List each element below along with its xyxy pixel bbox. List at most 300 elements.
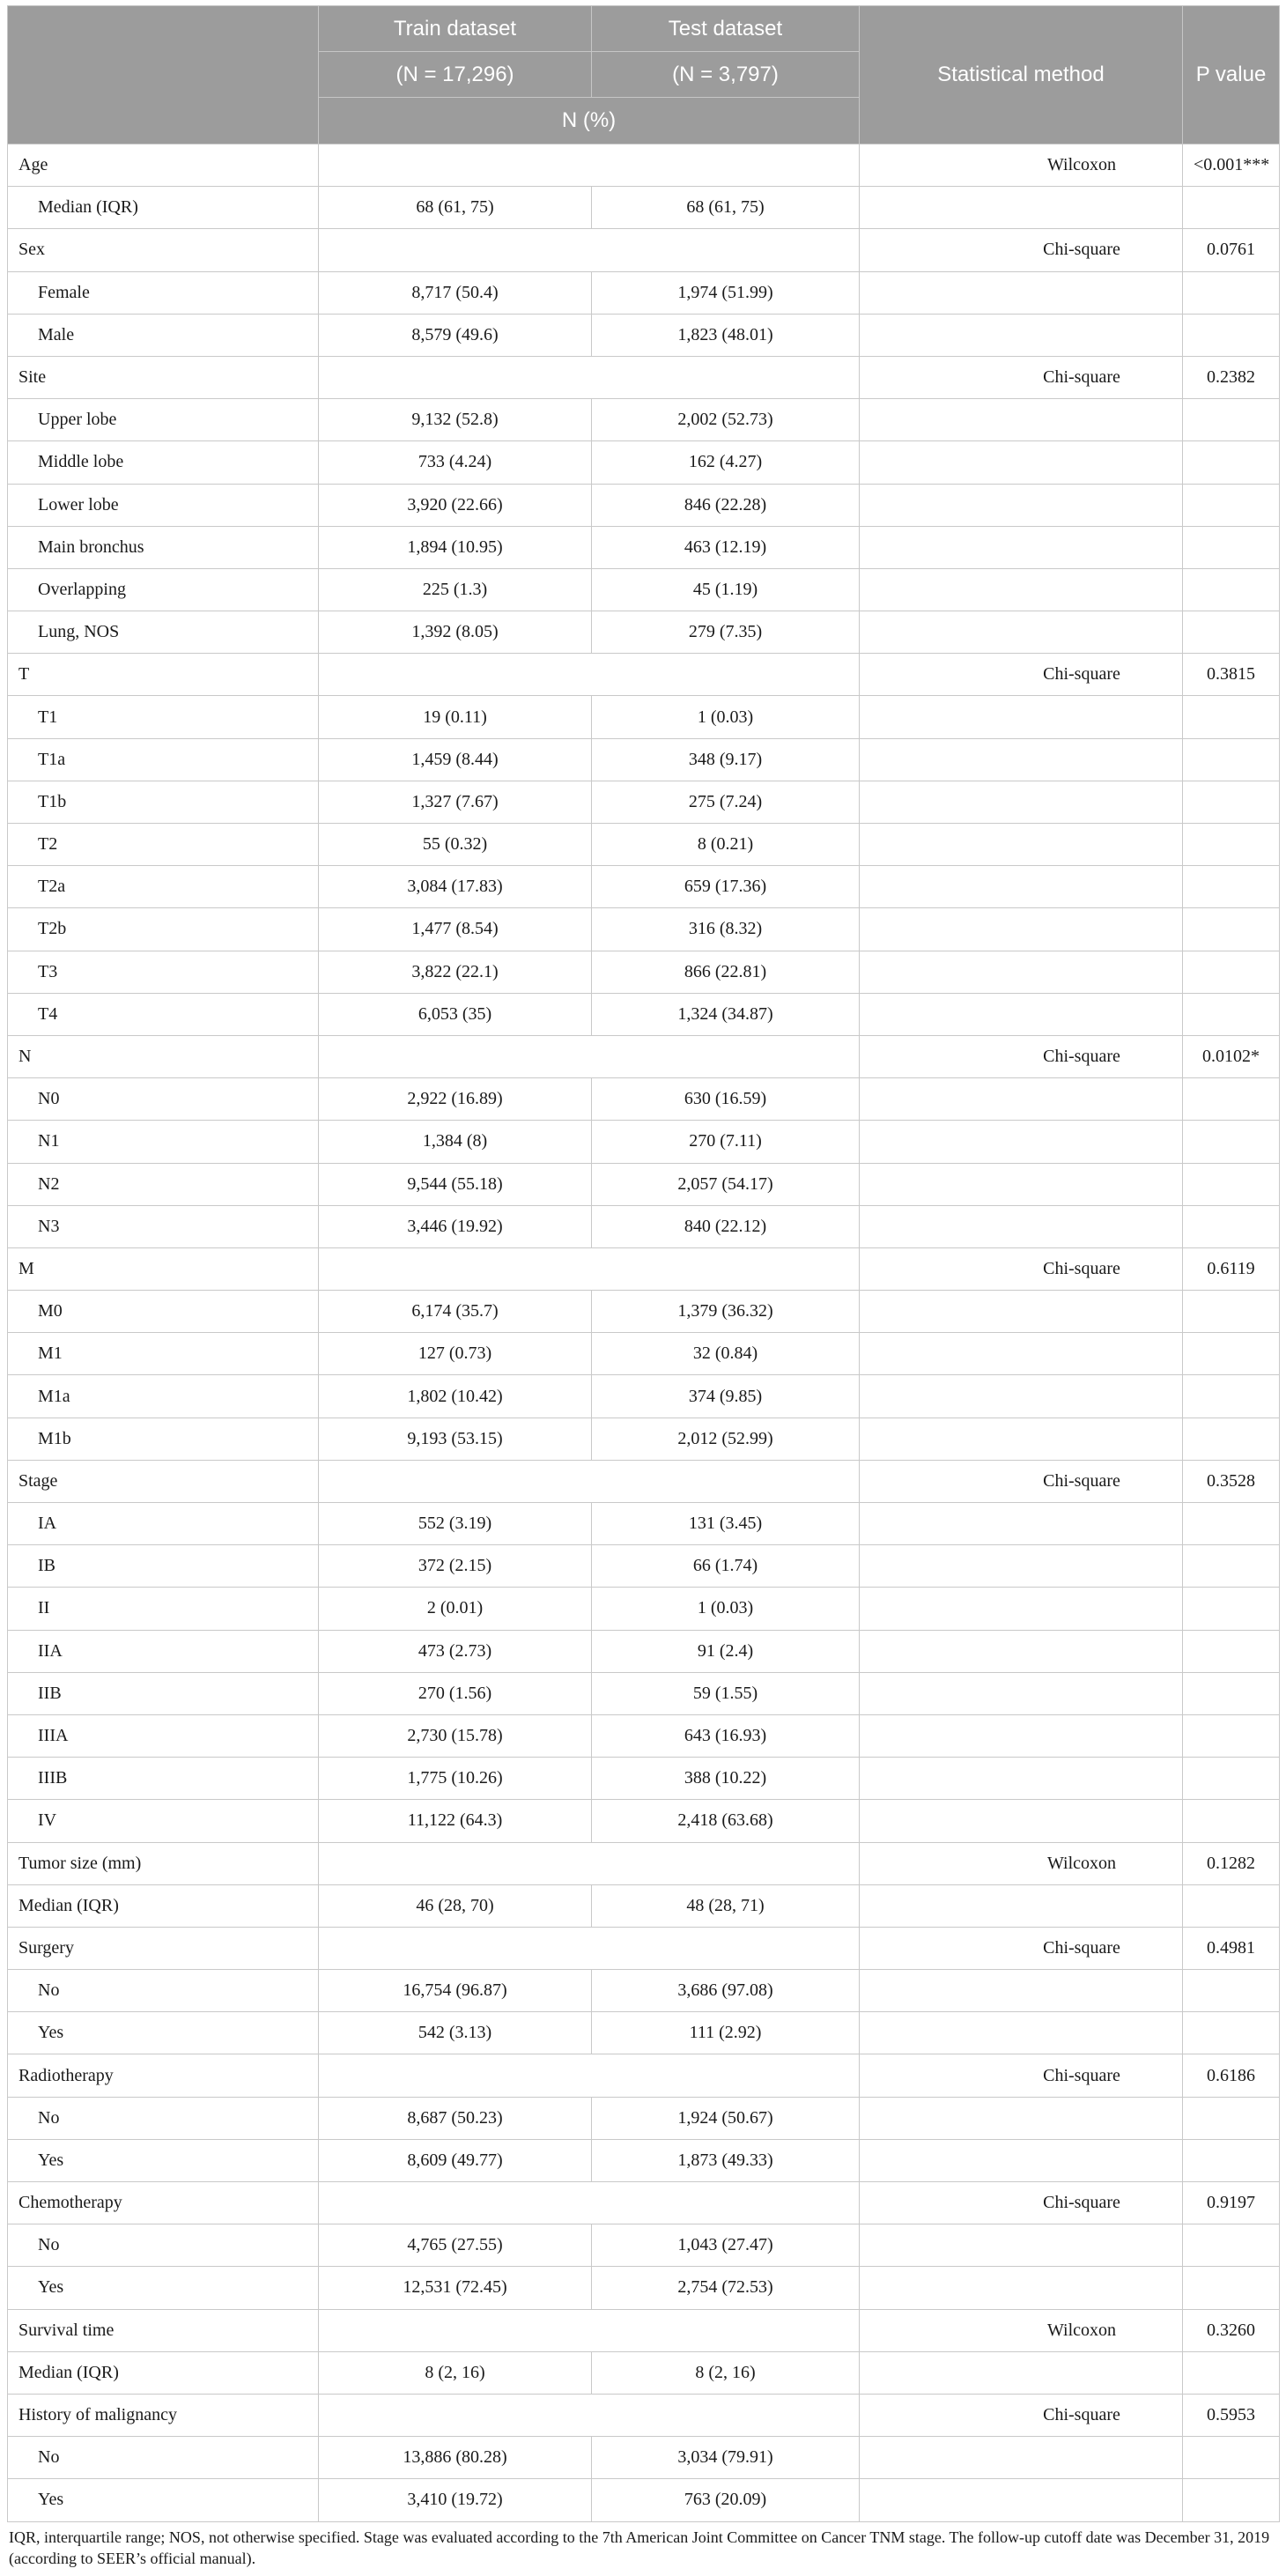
- table-row: [8, 1375, 1280, 1418]
- test-value: 66 (1.74): [592, 1545, 860, 1588]
- method-blank-cell: [860, 526, 1183, 568]
- method-blank-cell: [860, 738, 1183, 781]
- train-value: 8,717 (50.4): [319, 271, 592, 314]
- method-blank-cell: [860, 2437, 1183, 2479]
- table-row: [8, 2479, 1280, 2521]
- train-value: 1,894 (10.95): [319, 526, 592, 568]
- test-value: 1,043 (27.47): [592, 2224, 860, 2267]
- method-blank-cell: [860, 271, 1183, 314]
- group-blank-cell: [319, 1927, 860, 1969]
- statistical-method: Wilcoxon: [860, 144, 1183, 187]
- row-label: Main bronchus: [8, 526, 319, 568]
- train-value: 552 (3.19): [319, 1503, 592, 1545]
- train-value: 372 (2.15): [319, 1545, 592, 1588]
- test-value: 1,873 (49.33): [592, 2139, 860, 2181]
- method-blank-cell: [860, 568, 1183, 611]
- train-value: 55 (0.32): [319, 824, 592, 866]
- method-blank-cell: [860, 866, 1183, 908]
- test-value: 162 (4.27): [592, 441, 860, 484]
- pvalue-blank-cell: [1183, 908, 1280, 951]
- test-value: 111 (2.92): [592, 2012, 860, 2054]
- test-value: 45 (1.19): [592, 568, 860, 611]
- group-blank-cell: [319, 144, 860, 187]
- test-value: 643 (16.93): [592, 1714, 860, 1757]
- train-value: 3,084 (17.83): [319, 866, 592, 908]
- method-blank-cell: [860, 1163, 1183, 1205]
- table-row: [8, 526, 1280, 568]
- statistical-method: Wilcoxon: [860, 1842, 1183, 1884]
- pvalue-blank-cell: [1183, 1970, 1280, 2012]
- group-blank-cell: [319, 2182, 860, 2224]
- row-label: T2a: [8, 866, 319, 908]
- table-row: [8, 908, 1280, 951]
- row-label: T3: [8, 951, 319, 993]
- method-blank-cell: [860, 781, 1183, 823]
- group-row: [8, 1927, 1280, 1969]
- method-blank-cell: [860, 1672, 1183, 1714]
- pvalue-blank-cell: [1183, 1714, 1280, 1757]
- train-value: 9,193 (53.15): [319, 1418, 592, 1460]
- statistical-method: Chi-square: [860, 654, 1183, 696]
- group-label: Age: [8, 144, 319, 187]
- pvalue-blank-cell: [1183, 1333, 1280, 1375]
- group-row: [8, 2309, 1280, 2351]
- test-value: 866 (22.81): [592, 951, 860, 993]
- row-label: Middle lobe: [8, 441, 319, 484]
- pvalue-blank-cell: [1183, 187, 1280, 229]
- row-label: Lung, NOS: [8, 611, 319, 654]
- pvalue-blank-cell: [1183, 611, 1280, 654]
- group-row: [8, 2182, 1280, 2224]
- method-blank-cell: [860, 484, 1183, 526]
- table-row: [8, 2224, 1280, 2267]
- test-value: 1,823 (48.01): [592, 314, 860, 356]
- table-container: [7, 5, 1279, 2522]
- row-label: IIIA: [8, 1714, 319, 1757]
- pvalue-blank-cell: [1183, 1545, 1280, 1588]
- pvalue-blank-cell: [1183, 1078, 1280, 1121]
- test-value: 279 (7.35): [592, 611, 860, 654]
- test-value: 763 (20.09): [592, 2479, 860, 2521]
- group-blank-cell: [319, 2054, 860, 2097]
- method-blank-cell: [860, 696, 1183, 738]
- test-value: 91 (2.4): [592, 1630, 860, 1672]
- method-blank-cell: [860, 1418, 1183, 1460]
- row-label: T2: [8, 824, 319, 866]
- train-value: 11,122 (64.3): [319, 1800, 592, 1842]
- statistical-method: Chi-square: [860, 1247, 1183, 1290]
- p-value: 0.2382: [1183, 356, 1280, 398]
- method-blank-cell: [860, 951, 1183, 993]
- group-row: [8, 1460, 1280, 1502]
- method-blank-cell: [860, 1503, 1183, 1545]
- test-value: 846 (22.28): [592, 484, 860, 526]
- row-label: M1b: [8, 1418, 319, 1460]
- method-blank-cell: [860, 441, 1183, 484]
- group-blank-cell: [319, 229, 860, 271]
- header-p-value: P value: [1183, 6, 1280, 144]
- table-row: [8, 781, 1280, 823]
- group-label: History of malignancy: [8, 2394, 319, 2436]
- train-value: 68 (61, 75): [319, 187, 592, 229]
- row-label: M1a: [8, 1375, 319, 1418]
- group-label: Tumor size (mm): [8, 1842, 319, 1884]
- group-label: Radiotherapy: [8, 2054, 319, 2097]
- method-blank-cell: [860, 1333, 1183, 1375]
- table-row: [8, 1714, 1280, 1757]
- test-value: 32 (0.84): [592, 1333, 860, 1375]
- row-label: IIB: [8, 1672, 319, 1714]
- group-blank-cell: [319, 2394, 860, 2436]
- table-row: [8, 2097, 1280, 2139]
- table-row: [8, 1163, 1280, 1205]
- row-label: N1: [8, 1121, 319, 1163]
- table-row: [8, 2437, 1280, 2479]
- test-value: 374 (9.85): [592, 1375, 860, 1418]
- test-value: 59 (1.55): [592, 1672, 860, 1714]
- pvalue-blank-cell: [1183, 1588, 1280, 1630]
- pvalue-blank-cell: [1183, 1205, 1280, 1247]
- statistical-method: Chi-square: [860, 229, 1183, 271]
- method-blank-cell: [860, 1545, 1183, 1588]
- group-blank-cell: [319, 1460, 860, 1502]
- group-row: [8, 1842, 1280, 1884]
- group-blank-cell: [319, 1035, 860, 1077]
- test-value: 348 (9.17): [592, 738, 860, 781]
- statistical-method: Chi-square: [860, 1035, 1183, 1077]
- train-value: 1,775 (10.26): [319, 1758, 592, 1800]
- table-row: [8, 1970, 1280, 2012]
- group-label: Site: [8, 356, 319, 398]
- pvalue-blank-cell: [1183, 1758, 1280, 1800]
- row-label: No: [8, 2224, 319, 2267]
- group-row: [8, 2054, 1280, 2097]
- pvalue-blank-cell: [1183, 1121, 1280, 1163]
- pvalue-blank-cell: [1183, 1163, 1280, 1205]
- pvalue-blank-cell: [1183, 781, 1280, 823]
- pvalue-blank-cell: [1183, 696, 1280, 738]
- train-value: 2,730 (15.78): [319, 1714, 592, 1757]
- test-value: 270 (7.11): [592, 1121, 860, 1163]
- table-row: [8, 611, 1280, 654]
- table-row: [8, 441, 1280, 484]
- test-value: 3,034 (79.91): [592, 2437, 860, 2479]
- method-blank-cell: [860, 908, 1183, 951]
- test-value: 388 (10.22): [592, 1758, 860, 1800]
- p-value: 0.5953: [1183, 2394, 1280, 2436]
- method-blank-cell: [860, 1714, 1183, 1757]
- test-value: 2,754 (72.53): [592, 2267, 860, 2309]
- train-value: 9,544 (55.18): [319, 1163, 592, 1205]
- train-value: 225 (1.3): [319, 568, 592, 611]
- table-row: [8, 2012, 1280, 2054]
- table-row: [8, 2267, 1280, 2309]
- row-label: Median (IQR): [8, 187, 319, 229]
- group-label: T: [8, 654, 319, 696]
- pvalue-blank-cell: [1183, 1630, 1280, 1672]
- p-value: 0.0761: [1183, 229, 1280, 271]
- group-label: Sex: [8, 229, 319, 271]
- row-label: No: [8, 2097, 319, 2139]
- p-value: 0.3815: [1183, 654, 1280, 696]
- table-footnote: IQR, interquartile range; NOS, not otherwise specified. Stage was evaluated according to the 7th American Joint Committee on Cancer TNM stage. The follow-up cutoff date was December 31, 2019 (according to SEER’s official manual).: [9, 2528, 1270, 2567]
- statistical-method: Wilcoxon: [860, 2309, 1183, 2351]
- group-blank-cell: [319, 1842, 860, 1884]
- p-value: 0.6186: [1183, 2054, 1280, 2097]
- row-label: IIIB: [8, 1758, 319, 1800]
- pvalue-blank-cell: [1183, 484, 1280, 526]
- statistical-method: Chi-square: [860, 2394, 1183, 2436]
- test-value: 2,002 (52.73): [592, 399, 860, 441]
- train-value: 6,174 (35.7): [319, 1291, 592, 1333]
- pvalue-blank-cell: [1183, 1291, 1280, 1333]
- pvalue-blank-cell: [1183, 2224, 1280, 2267]
- pvalue-blank-cell: [1183, 824, 1280, 866]
- method-blank-cell: [860, 2012, 1183, 2054]
- pvalue-blank-cell: [1183, 951, 1280, 993]
- group-label: Chemotherapy: [8, 2182, 319, 2224]
- pvalue-blank-cell: [1183, 2437, 1280, 2479]
- row-label: No: [8, 1970, 319, 2012]
- table-row: [8, 2351, 1280, 2394]
- statistical-method: Chi-square: [860, 1927, 1183, 1969]
- table-row: [8, 1078, 1280, 1121]
- group-row: [8, 2394, 1280, 2436]
- row-label: No: [8, 2437, 319, 2479]
- header-test-n: (N = 3,797): [592, 52, 860, 98]
- row-label: Median (IQR): [8, 1884, 319, 1927]
- pvalue-blank-cell: [1183, 866, 1280, 908]
- train-value: 473 (2.73): [319, 1630, 592, 1672]
- table-row: [8, 1758, 1280, 1800]
- row-label: Overlapping: [8, 568, 319, 611]
- test-value: 131 (3.45): [592, 1503, 860, 1545]
- group-blank-cell: [319, 2309, 860, 2351]
- group-blank-cell: [319, 356, 860, 398]
- group-blank-cell: [319, 1247, 860, 1290]
- method-blank-cell: [860, 993, 1183, 1035]
- table-row: [8, 1545, 1280, 1588]
- test-value: 48 (28, 71): [592, 1884, 860, 1927]
- method-blank-cell: [860, 314, 1183, 356]
- train-value: 6,053 (35): [319, 993, 592, 1035]
- pvalue-blank-cell: [1183, 2479, 1280, 2521]
- table-row: [8, 1884, 1280, 1927]
- row-label: T4: [8, 993, 319, 1035]
- table-row: [8, 951, 1280, 993]
- train-value: 542 (3.13): [319, 2012, 592, 2054]
- table-row: [8, 1418, 1280, 1460]
- train-value: 1,392 (8.05): [319, 611, 592, 654]
- header-blank-cell: [8, 6, 319, 144]
- row-label: Yes: [8, 2479, 319, 2521]
- test-value: 630 (16.59): [592, 1078, 860, 1121]
- test-value: 3,686 (97.08): [592, 1970, 860, 2012]
- group-row: [8, 356, 1280, 398]
- method-blank-cell: [860, 1630, 1183, 1672]
- header-statistical-method: Statistical method: [860, 6, 1183, 144]
- header-unit-label: N (%): [319, 98, 860, 144]
- pvalue-blank-cell: [1183, 1503, 1280, 1545]
- pvalue-blank-cell: [1183, 2097, 1280, 2139]
- row-label: Yes: [8, 2139, 319, 2181]
- test-value: 1,324 (34.87): [592, 993, 860, 1035]
- group-row: [8, 229, 1280, 271]
- method-blank-cell: [860, 1205, 1183, 1247]
- baseline-characteristics-table: [7, 5, 1280, 2522]
- test-value: 8 (0.21): [592, 824, 860, 866]
- pvalue-blank-cell: [1183, 2139, 1280, 2181]
- p-value: 0.6119: [1183, 1247, 1280, 1290]
- header-test-label: Test dataset: [592, 6, 860, 52]
- pvalue-blank-cell: [1183, 1418, 1280, 1460]
- method-blank-cell: [860, 1800, 1183, 1842]
- train-value: 1,384 (8): [319, 1121, 592, 1163]
- pvalue-blank-cell: [1183, 399, 1280, 441]
- table-row: [8, 399, 1280, 441]
- train-value: 8 (2, 16): [319, 2351, 592, 2394]
- group-label: Surgery: [8, 1927, 319, 1969]
- table-row: [8, 187, 1280, 229]
- row-label: Female: [8, 271, 319, 314]
- table-row: [8, 696, 1280, 738]
- p-value: 0.0102*: [1183, 1035, 1280, 1077]
- pvalue-blank-cell: [1183, 441, 1280, 484]
- test-value: 1,974 (51.99): [592, 271, 860, 314]
- train-value: 46 (28, 70): [319, 1884, 592, 1927]
- train-value: 733 (4.24): [319, 441, 592, 484]
- row-label: Yes: [8, 2012, 319, 2054]
- train-value: 1,477 (8.54): [319, 908, 592, 951]
- group-blank-cell: [319, 654, 860, 696]
- p-value: 0.9197: [1183, 2182, 1280, 2224]
- pvalue-blank-cell: [1183, 271, 1280, 314]
- table-row: [8, 1588, 1280, 1630]
- row-label: N2: [8, 1163, 319, 1205]
- table-row: [8, 271, 1280, 314]
- train-value: 13,886 (80.28): [319, 2437, 592, 2479]
- group-label: Survival time: [8, 2309, 319, 2351]
- table-body: [8, 144, 1280, 2522]
- train-value: 3,446 (19.92): [319, 1205, 592, 1247]
- method-blank-cell: [860, 2479, 1183, 2521]
- test-value: 2,418 (63.68): [592, 1800, 860, 1842]
- row-label: Yes: [8, 2267, 319, 2309]
- table-row: [8, 1291, 1280, 1333]
- test-value: 659 (17.36): [592, 866, 860, 908]
- pvalue-blank-cell: [1183, 314, 1280, 356]
- row-label: IV: [8, 1800, 319, 1842]
- table-row: [8, 314, 1280, 356]
- train-value: 127 (0.73): [319, 1333, 592, 1375]
- pvalue-blank-cell: [1183, 1672, 1280, 1714]
- p-value: 0.4981: [1183, 1927, 1280, 1969]
- test-value: 1,924 (50.67): [592, 2097, 860, 2139]
- train-value: 1,459 (8.44): [319, 738, 592, 781]
- test-value: 316 (8.32): [592, 908, 860, 951]
- row-label: IB: [8, 1545, 319, 1588]
- table-row: [8, 1503, 1280, 1545]
- test-value: 2,057 (54.17): [592, 1163, 860, 1205]
- method-blank-cell: [860, 611, 1183, 654]
- pvalue-blank-cell: [1183, 1884, 1280, 1927]
- train-value: 9,132 (52.8): [319, 399, 592, 441]
- pvalue-blank-cell: [1183, 993, 1280, 1035]
- pvalue-blank-cell: [1183, 2351, 1280, 2394]
- row-label: T2b: [8, 908, 319, 951]
- method-blank-cell: [860, 1375, 1183, 1418]
- header-train-n: (N = 17,296): [319, 52, 592, 98]
- table-header: [8, 6, 1280, 144]
- test-value: 275 (7.24): [592, 781, 860, 823]
- statistical-method: Chi-square: [860, 2182, 1183, 2224]
- row-label: II: [8, 1588, 319, 1630]
- method-blank-cell: [860, 1588, 1183, 1630]
- table-row: [8, 1205, 1280, 1247]
- row-label: M1: [8, 1333, 319, 1375]
- group-row: [8, 1247, 1280, 1290]
- test-value: 463 (12.19): [592, 526, 860, 568]
- table-row: [8, 1672, 1280, 1714]
- table-row: [8, 1333, 1280, 1375]
- header-train-label: Train dataset: [319, 6, 592, 52]
- group-label: M: [8, 1247, 319, 1290]
- table-row: [8, 993, 1280, 1035]
- train-value: 8,609 (49.77): [319, 2139, 592, 2181]
- test-value: 1 (0.03): [592, 1588, 860, 1630]
- train-value: 3,410 (19.72): [319, 2479, 592, 2521]
- pvalue-blank-cell: [1183, 526, 1280, 568]
- table-row: [8, 1800, 1280, 1842]
- group-row: [8, 654, 1280, 696]
- method-blank-cell: [860, 2267, 1183, 2309]
- statistical-method: Chi-square: [860, 1460, 1183, 1502]
- group-label: N: [8, 1035, 319, 1077]
- p-value: 0.3528: [1183, 1460, 1280, 1502]
- train-value: 3,822 (22.1): [319, 951, 592, 993]
- method-blank-cell: [860, 824, 1183, 866]
- train-value: 270 (1.56): [319, 1672, 592, 1714]
- row-label: Median (IQR): [8, 2351, 319, 2394]
- train-value: 8,687 (50.23): [319, 2097, 592, 2139]
- table-row: [8, 1121, 1280, 1163]
- test-value: 68 (61, 75): [592, 187, 860, 229]
- train-value: 1,327 (7.67): [319, 781, 592, 823]
- statistical-method: Chi-square: [860, 2054, 1183, 2097]
- test-value: 2,012 (52.99): [592, 1418, 860, 1460]
- train-value: 1,802 (10.42): [319, 1375, 592, 1418]
- method-blank-cell: [860, 1970, 1183, 2012]
- table-row: [8, 866, 1280, 908]
- row-label: T1: [8, 696, 319, 738]
- p-value: 0.1282: [1183, 1842, 1280, 1884]
- pvalue-blank-cell: [1183, 2012, 1280, 2054]
- row-label: Male: [8, 314, 319, 356]
- method-blank-cell: [860, 1121, 1183, 1163]
- table-row: [8, 738, 1280, 781]
- test-value: 1,379 (36.32): [592, 1291, 860, 1333]
- method-blank-cell: [860, 1758, 1183, 1800]
- table-row: [8, 1630, 1280, 1672]
- train-value: 12,531 (72.45): [319, 2267, 592, 2309]
- train-value: 4,765 (27.55): [319, 2224, 592, 2267]
- pvalue-blank-cell: [1183, 568, 1280, 611]
- p-value: <0.001***: [1183, 144, 1280, 187]
- method-blank-cell: [860, 2139, 1183, 2181]
- row-label: N3: [8, 1205, 319, 1247]
- test-value: 8 (2, 16): [592, 2351, 860, 2394]
- row-label: N0: [8, 1078, 319, 1121]
